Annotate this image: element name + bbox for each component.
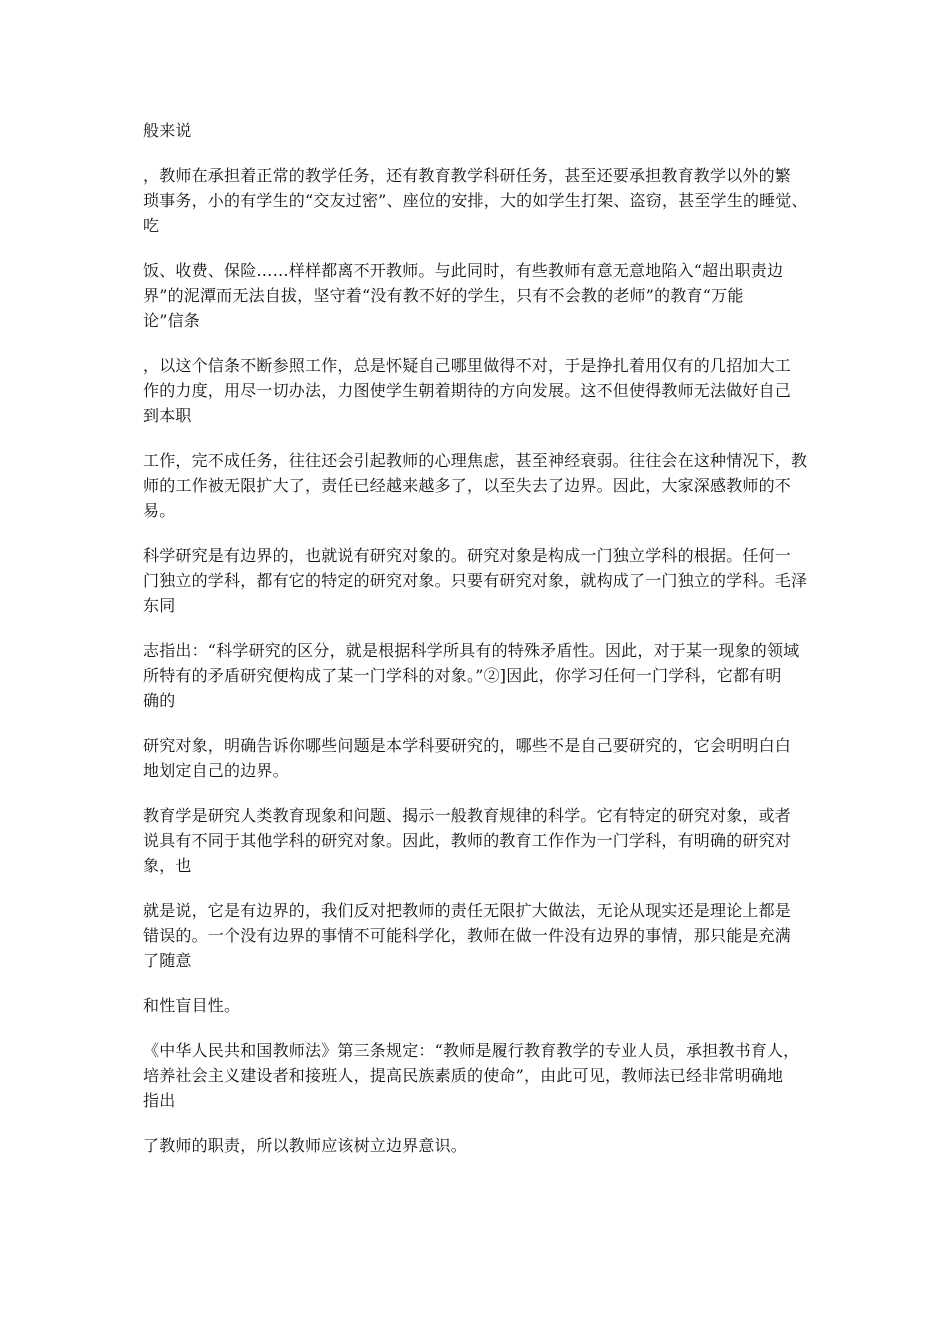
paragraph-12 [143,1038,823,1113]
paragraph-4 [143,353,823,428]
text-line: 科学研究是有边界的，也就说有研究对象的。研究对象是构成一门独立学科的根据。任何一 [143,546,792,565]
text-line: 琐事务，小的有学生的“交友过密”、座位的安排，大的如学生打架、盗窃，甚至学生的睡觉、 [143,191,808,210]
text-line: 东同 [143,596,176,615]
text-line: 志指出：“科学研究的区分，就是根据科学所具有的特殊矛盾性。因此，对于某一现象的领域 [143,641,800,660]
paragraph-13 [143,1133,823,1158]
text-line: 和性盲目性。 [143,996,241,1015]
paragraph-3 [143,258,823,333]
text-line: 饭、收费、保险……样样都离不开教师。与此同时，有些教师有意无意地陷入“超出职责边 [143,261,784,280]
paragraph-6 [143,543,823,618]
paragraph-5 [143,448,823,523]
text-line: 指出 [143,1091,176,1110]
paragraph-2 [143,163,823,238]
text-line: 错误的。一个没有边界的事情不可能科学化，教师在做一件没有边界的事情，那只能是充满 [143,926,792,945]
text-line: 研究对象，明确告诉你哪些问题是本学科要研究的，哪些不是自己要研究的，它会明明白白 [143,736,792,755]
paragraph-10 [143,898,823,973]
text-line: 界”的泥潭而无法自拔，坚守着“没有教不好的学生，只有不会教的老师”的教育“万能 [143,286,744,305]
text-line: ，以这个信条不断参照工作，总是怀疑自己哪里做得不对，于是挣扎着用仅有的几招加大工 [143,356,792,375]
text-line: 师的工作被无限扩大了，责任已经越来越多了，以至失去了边界。因此，大家深感教师的不易。 [143,476,792,520]
text-line: 作的力度，用尽一切办法，力图使学生朝着期待的方向发展。这不但使得教师无法做好自己 [143,381,792,400]
document-body [143,118,823,1178]
text-line: 《中华人民共和国教师法》第三条规定：“教师是履行教育教学的专业人员，承担教书育人， [143,1041,800,1060]
text-line: 象，也 [143,856,192,875]
text-line: 所特有的矛盾研究便构成了某一门学科的对象。”②]因此，你学习任何一门学科，它都有明 [143,666,782,685]
text-line: 地划定自己的边界。 [143,761,289,780]
text-line: 门独立的学科，都有它的特定的研究对象。只要有研究对象，就构成了一门独立的学科。毛泽 [143,571,808,590]
text-line: 了教师的职责，所以教师应该树立边界意识。 [143,1136,468,1155]
text-line: 培养社会主义建设者和接班人，提高民族素质的使命”，由此可见，教师法已经非常明确地 [143,1066,784,1085]
paragraph-7 [143,638,823,713]
paragraph-8 [143,733,823,783]
paragraph-11 [143,993,823,1018]
text-line: 般来说 [143,121,192,140]
text-line: 了随意 [143,951,192,970]
text-line: 到本职 [143,406,192,425]
paragraph-1 [143,118,823,143]
text-line: 说具有不同于其他学科的研究对象。因此，教师的教育工作作为一门学科，有明确的研究对 [143,831,792,850]
text-line: 确的 [143,691,176,710]
text-line: 就是说，它是有边界的，我们反对把教师的责任无限扩大做法，无论从现实还是理论上都是 [143,901,792,920]
paragraph-9 [143,803,823,878]
text-line: 论”信条 [143,311,200,330]
text-line: ，教师在承担着正常的教学任务，还有教育教学科研任务，甚至还要承担教育教学以外的繁 [143,166,792,185]
text-line: 教育学是研究人类教育现象和问题、揭示一般教育规律的科学。它有特定的研究对象，或者 [143,806,792,825]
text-line: 工作，完不成任务，往往还会引起教师的心理焦虑，甚至神经衰弱。往往会在这种情况下，教 [143,451,808,470]
text-line: 吃 [143,216,160,235]
